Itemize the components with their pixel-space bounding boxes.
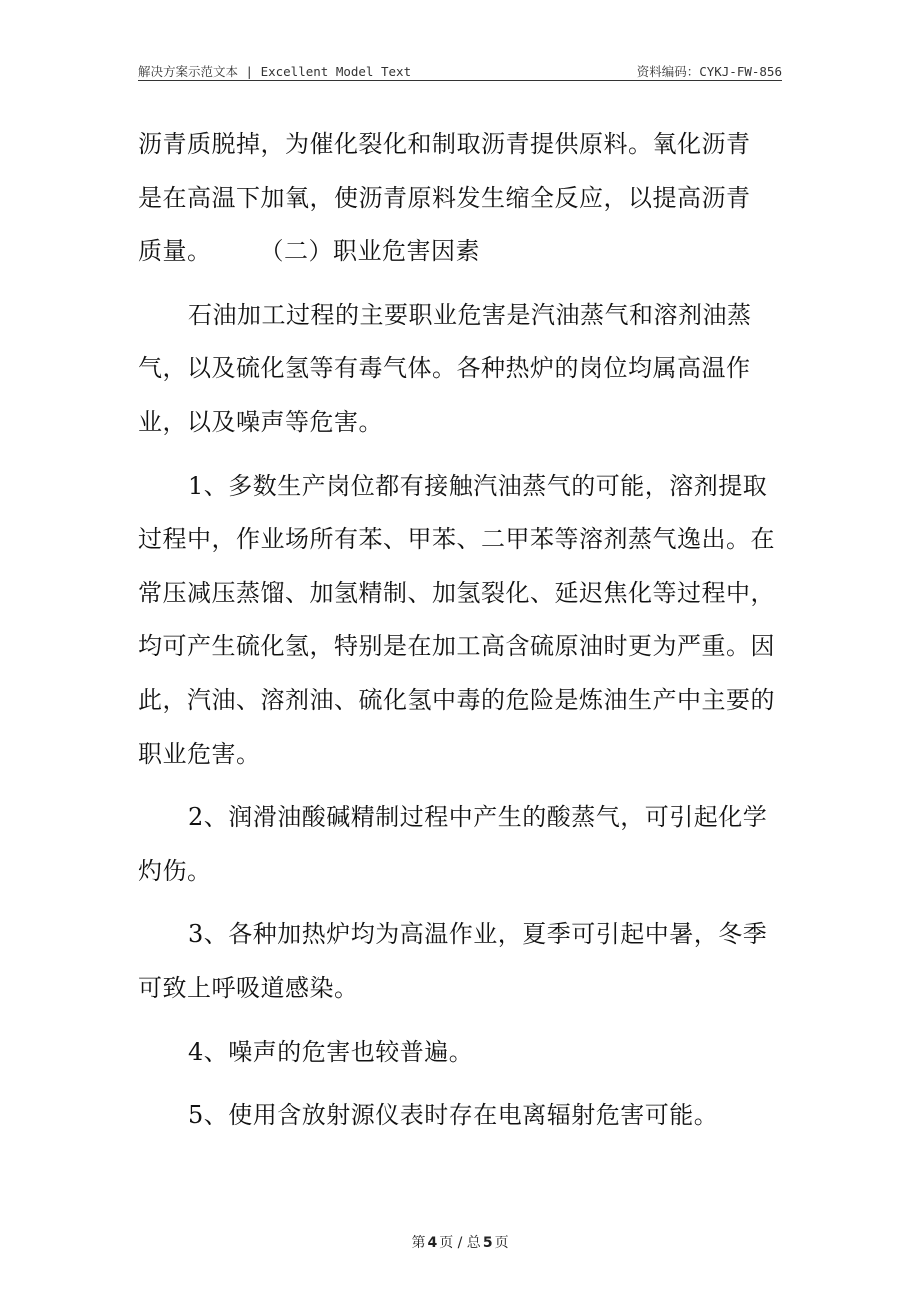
footer-suffix: 页 xyxy=(494,1235,509,1251)
section-heading: （二）职业危害因素 xyxy=(271,237,480,266)
intro-line: 沥青质脱掉，为催化裂化和制取沥青提供原料。氧化沥青 xyxy=(138,130,751,158)
total-pages-number: 5 xyxy=(482,1235,493,1251)
paragraph-item-4: 4、噪声的危害也较普遍。 xyxy=(188,1037,474,1066)
header-title: 解决方案示范文本 | Excellent Model Text xyxy=(138,64,412,79)
paragraph-hazards-overview: 石油加工过程的主要职业危害是汽油蒸气和溶剂油蒸气，以及硫化氢等有毒气体。各种热炉的岗位均属高温作业，以及噪声等危害。 xyxy=(138,300,752,436)
footer-prefix: 第 xyxy=(411,1235,426,1251)
paragraph-item-5: 5、使用含放射源仪表时存在电离辐射危害可能。 xyxy=(188,1101,719,1130)
page-header xyxy=(138,58,782,81)
paragraph-item-2: 2、润滑油酸碱精制过程中产生的酸蒸气，可引起化学灼伤。 xyxy=(138,803,768,885)
intro-last-text: 质量。 xyxy=(138,237,212,266)
intro-line: 是在高温下加氧，使沥青原料发生缩全反应，以提高沥青 xyxy=(138,183,751,212)
page-footer xyxy=(0,1232,920,1252)
document-code: 资料编码：CYKJ-FW-856 xyxy=(636,64,782,79)
paragraph-item-1: 1、多数生产岗位都有接触汽油蒸气的可能，溶剂提取过程中，作业场所有苯、甲苯、二甲苯等溶剂蒸气逸出。在常压减压蒸馏、加氢精制、加氢裂化、延迟焦化等过程中，均可产生硫化氢，特别是在加工高含硫原油时更为严重。因此，汽油、溶剂油、硫化氢中毒的危险是炼油生产中主要的职业危害。 xyxy=(138,471,775,768)
document-body xyxy=(138,118,782,1143)
footer-middle: 页 / 总 xyxy=(439,1235,481,1251)
paragraph-item-3: 3、各种加热炉均为高温作业，夏季可引起中暑，冬季可致上呼吸道感染。 xyxy=(138,920,768,1002)
current-page-number: 4 xyxy=(427,1235,438,1251)
intro-last-line xyxy=(138,225,782,279)
